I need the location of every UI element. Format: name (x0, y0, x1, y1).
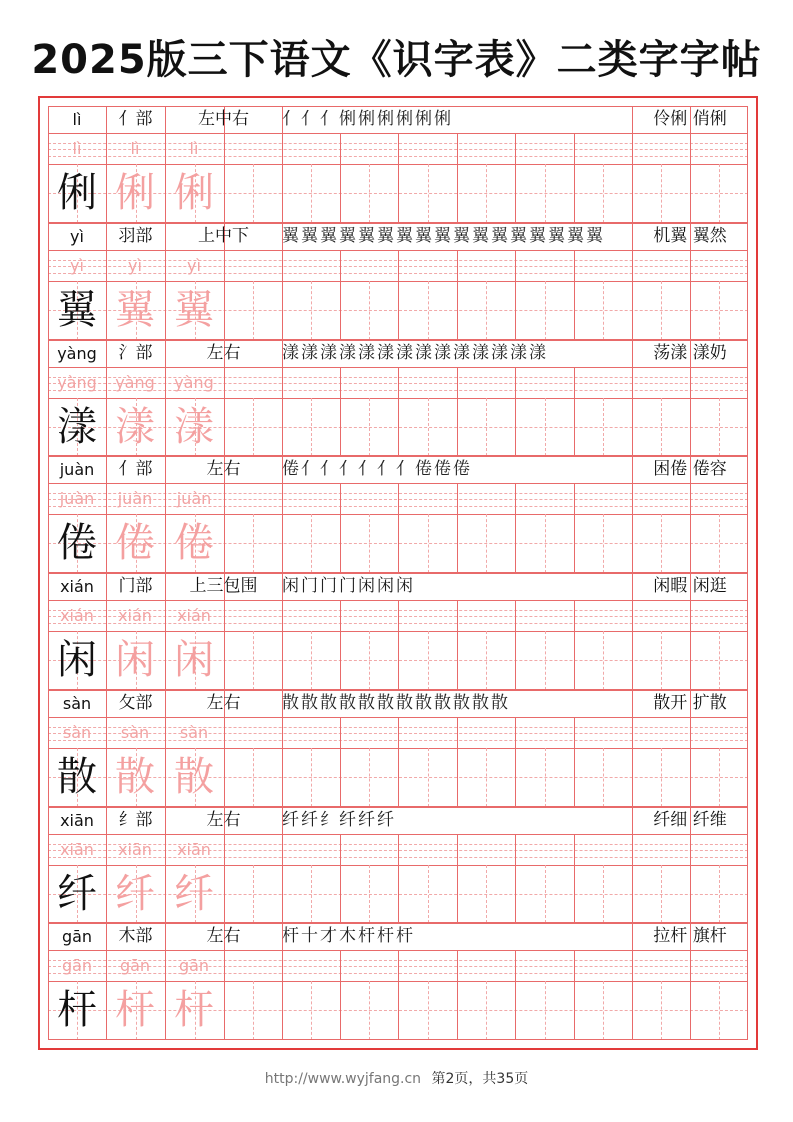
character-row (48, 573, 748, 690)
grid-line (340, 367, 341, 457)
model-character: 杆 (57, 987, 97, 1034)
grid-line (661, 281, 662, 340)
pinyin-guide-trace: sàn (179, 722, 209, 742)
radical-label: 纟部 (118, 809, 153, 830)
grid-line (340, 600, 341, 690)
radical-label: 攵部 (118, 692, 153, 713)
grid-line (428, 865, 429, 924)
pinyin-label: yàng (57, 343, 97, 363)
trace-character: 倦 (115, 520, 155, 567)
grid-line (457, 367, 458, 457)
source-url: http://www.wyjfang.cn (264, 1071, 422, 1087)
grid-line (515, 600, 516, 690)
example-words: 散开 扩散 (653, 692, 727, 713)
structure-label: 上三包围 (189, 576, 258, 596)
structure-label: 左右 (206, 459, 241, 480)
pinyin-guide: xiān (60, 839, 94, 859)
grid-line (545, 865, 546, 924)
grid-line (574, 133, 575, 223)
grid-line (545, 748, 546, 807)
stroke-order: 倦亻亻亻亻亻亻倦倦倦 (282, 459, 472, 480)
grid-line (515, 250, 516, 340)
radical-label: 亻部 (118, 109, 153, 129)
pinyin-guide-trace: juàn (117, 489, 153, 509)
example-words: 伶俐 俏俐 (653, 109, 727, 129)
grid-line (398, 834, 399, 924)
pinyin-label: gān (61, 927, 93, 947)
model-character: 闲 (57, 637, 97, 683)
grid-line (369, 981, 370, 1040)
grid-line (486, 981, 487, 1040)
grid-line (311, 398, 312, 457)
grid-line (486, 281, 487, 340)
grid-line (661, 164, 662, 223)
character-row (48, 106, 748, 223)
grid-line (398, 133, 399, 223)
pinyin-label: yì (70, 226, 84, 246)
model-character: 俐 (57, 170, 97, 216)
structure-label: 左右 (206, 809, 241, 830)
radical-label: 木部 (118, 926, 153, 947)
model-character: 翼 (57, 286, 97, 333)
trace-character: 散 (174, 753, 214, 800)
pinyin-guide-trace: yì (187, 255, 201, 275)
grid-line (515, 367, 516, 457)
grid-line (574, 834, 575, 924)
grid-line (719, 865, 720, 924)
pinyin-guide: lì (72, 139, 82, 158)
trace-character: 翼 (115, 286, 155, 333)
grid-line (719, 748, 720, 807)
pinyin-guide-trace: yì (128, 255, 142, 275)
grid-line (253, 398, 254, 457)
grid-line (719, 981, 720, 1040)
trace-character: 杆 (115, 987, 155, 1034)
grid-line (428, 514, 429, 573)
trace-character: 闲 (115, 637, 155, 683)
grid-line (719, 631, 720, 690)
character-row (48, 807, 748, 924)
grid-line (574, 717, 575, 807)
grid-line (515, 950, 516, 1040)
grid-line (545, 164, 546, 223)
trace-character: 散 (115, 753, 155, 800)
character-row (48, 340, 748, 457)
grid-line (311, 865, 312, 924)
pinyin-guide-trace: gān (178, 956, 210, 976)
stroke-order: 翼翼翼翼翼翼翼翼翼翼翼翼翼翼翼翼翼 (282, 225, 605, 246)
grid-line (369, 631, 370, 690)
pinyin-guide: yàng (57, 372, 97, 392)
pinyin-guide-trace: gān (119, 956, 151, 976)
structure-label: 上中下 (198, 225, 249, 246)
model-character: 纤 (57, 870, 97, 917)
pinyin-guide-trace: lì (189, 139, 199, 158)
trace-character: 杆 (174, 987, 214, 1034)
page-title: 2025版三下语文《识字表》二类字字帖 (31, 37, 762, 83)
grid-line (515, 133, 516, 223)
grid-line (457, 250, 458, 340)
grid-line (545, 981, 546, 1040)
grid-line (719, 164, 720, 223)
grid-line (603, 981, 604, 1040)
grid-line (545, 514, 546, 573)
grid-line (428, 748, 429, 807)
grid-line (340, 250, 341, 340)
trace-character: 漾 (115, 403, 155, 450)
grid-line (398, 717, 399, 807)
grid-line (457, 600, 458, 690)
grid-line (515, 717, 516, 807)
pinyin-guide-trace: lì (130, 139, 140, 158)
grid-line (428, 281, 429, 340)
grid-line (398, 250, 399, 340)
pinyin-label: sàn (62, 693, 92, 713)
grid-line (515, 834, 516, 924)
pinyin-guide: gān (61, 956, 93, 976)
structure-label: 左中右 (198, 109, 249, 129)
grid-line (340, 717, 341, 807)
grid-line (545, 281, 546, 340)
grid-line (545, 398, 546, 457)
grid-line (486, 631, 487, 690)
grid-line (369, 865, 370, 924)
grid-line (311, 981, 312, 1040)
pinyin-guide-trace: xiān (118, 839, 152, 859)
grid-line (603, 631, 604, 690)
model-character: 散 (57, 753, 97, 800)
grid-line (340, 834, 341, 924)
pinyin-guide-trace: yàng (174, 372, 214, 392)
grid-line (369, 164, 370, 223)
grid-line (486, 514, 487, 573)
grid-line (661, 748, 662, 807)
page-number: 第2页，共35页 (431, 1071, 529, 1087)
stroke-order: 纤纤纟纤纤纤 (282, 809, 396, 830)
grid-line (603, 164, 604, 223)
grid-line (253, 281, 254, 340)
stroke-order: 闲门门门闲闲闲 (282, 576, 415, 596)
grid-line (603, 398, 604, 457)
grid-line (457, 483, 458, 573)
grid-line (369, 398, 370, 457)
page-footer (0, 1068, 793, 1088)
grid-line (457, 717, 458, 807)
grid-line (428, 631, 429, 690)
grid-line (398, 483, 399, 573)
pinyin-label: juàn (59, 460, 95, 480)
grid-line (428, 164, 429, 223)
pinyin-guide-trace: xián (118, 606, 152, 625)
grid-line (369, 281, 370, 340)
grid-line (457, 834, 458, 924)
grid-line (603, 281, 604, 340)
radical-label: 门部 (118, 576, 153, 596)
pinyin-guide: juàn (59, 489, 95, 509)
grid-line (574, 600, 575, 690)
radical-label: 亻部 (118, 459, 153, 480)
grid-line (574, 250, 575, 340)
pinyin-guide-trace: juàn (176, 489, 212, 509)
grid-line (398, 950, 399, 1040)
pinyin-guide-trace: xián (177, 606, 211, 625)
radical-label: 氵部 (118, 342, 153, 363)
grid-line (311, 748, 312, 807)
trace-character: 漾 (174, 403, 214, 450)
grid-line (428, 981, 429, 1040)
grid-line (486, 748, 487, 807)
grid-line (661, 631, 662, 690)
grid-line (340, 133, 341, 223)
grid-line (253, 981, 254, 1040)
structure-label: 左右 (206, 692, 241, 713)
grid-line (369, 514, 370, 573)
grid-line (457, 133, 458, 223)
grid-line (574, 367, 575, 457)
grid-line (661, 865, 662, 924)
grid-line (398, 367, 399, 457)
grid-line (574, 950, 575, 1040)
pinyin-guide-trace: xiān (177, 839, 211, 859)
grid-line (486, 398, 487, 457)
radical-label: 羽部 (118, 225, 153, 246)
grid-line (428, 398, 429, 457)
character-row (48, 690, 748, 807)
example-words: 困倦 倦容 (653, 459, 727, 480)
pinyin-guide: sàn (62, 722, 92, 742)
trace-character: 纤 (115, 870, 155, 917)
grid-line (311, 514, 312, 573)
copybook-sheet (38, 96, 758, 1050)
grid-line (661, 398, 662, 457)
example-words: 闲暇 闲逛 (653, 576, 727, 596)
grid-line (457, 950, 458, 1040)
pinyin-guide-trace: sàn (120, 722, 150, 742)
stroke-order: 散散散散散散散散散散散散 (282, 692, 510, 713)
grid-line (661, 514, 662, 573)
grid-line (369, 748, 370, 807)
grid-line (253, 865, 254, 924)
trace-character: 倦 (174, 520, 214, 567)
trace-character: 翼 (174, 286, 214, 333)
structure-label: 左右 (206, 342, 241, 363)
pinyin-guide: xián (60, 606, 94, 625)
example-words: 拉杆 旗杆 (653, 926, 727, 947)
trace-character: 俐 (174, 170, 214, 216)
example-words: 纤细 纤维 (653, 809, 727, 830)
grid-line (603, 748, 604, 807)
grid-line (340, 483, 341, 573)
grid-line (486, 865, 487, 924)
grid-line (515, 483, 516, 573)
character-grid (48, 106, 748, 1040)
grid-line (311, 164, 312, 223)
grid-line (545, 631, 546, 690)
grid-line (311, 631, 312, 690)
stroke-order: 亻亻亻俐俐俐俐俐俐 (282, 109, 453, 129)
trace-character: 纤 (174, 870, 214, 917)
grid-line (311, 281, 312, 340)
grid-line (253, 631, 254, 690)
grid-line (253, 748, 254, 807)
grid-line (398, 600, 399, 690)
pinyin-label: lì (72, 110, 82, 129)
grid-line (719, 398, 720, 457)
character-row (48, 223, 748, 340)
grid-line (661, 981, 662, 1040)
pinyin-guide: yì (70, 255, 84, 275)
grid-line (253, 164, 254, 223)
grid-line (486, 164, 487, 223)
grid-line (253, 514, 254, 573)
stroke-order: 漾漾漾漾漾漾漾漾漾漾漾漾漾漾 (282, 342, 548, 363)
character-row (48, 456, 748, 573)
grid-line (603, 514, 604, 573)
trace-character: 闲 (174, 637, 214, 683)
grid-line (574, 483, 575, 573)
example-words: 荡漾 漾奶 (653, 342, 727, 363)
model-character: 倦 (57, 520, 97, 567)
grid-line (340, 950, 341, 1040)
trace-character: 俐 (115, 170, 155, 216)
grid-line (719, 281, 720, 340)
example-words: 机翼 翼然 (653, 225, 727, 246)
pinyin-label: xián (60, 577, 94, 596)
character-row (48, 923, 748, 1040)
stroke-order: 杆十才木杆杆杆 (282, 926, 415, 947)
model-character: 漾 (57, 403, 97, 450)
grid-line (603, 865, 604, 924)
pinyin-guide-trace: yàng (115, 372, 155, 392)
grid-line (719, 514, 720, 573)
pinyin-label: xiān (60, 810, 94, 830)
structure-label: 左右 (206, 926, 241, 947)
